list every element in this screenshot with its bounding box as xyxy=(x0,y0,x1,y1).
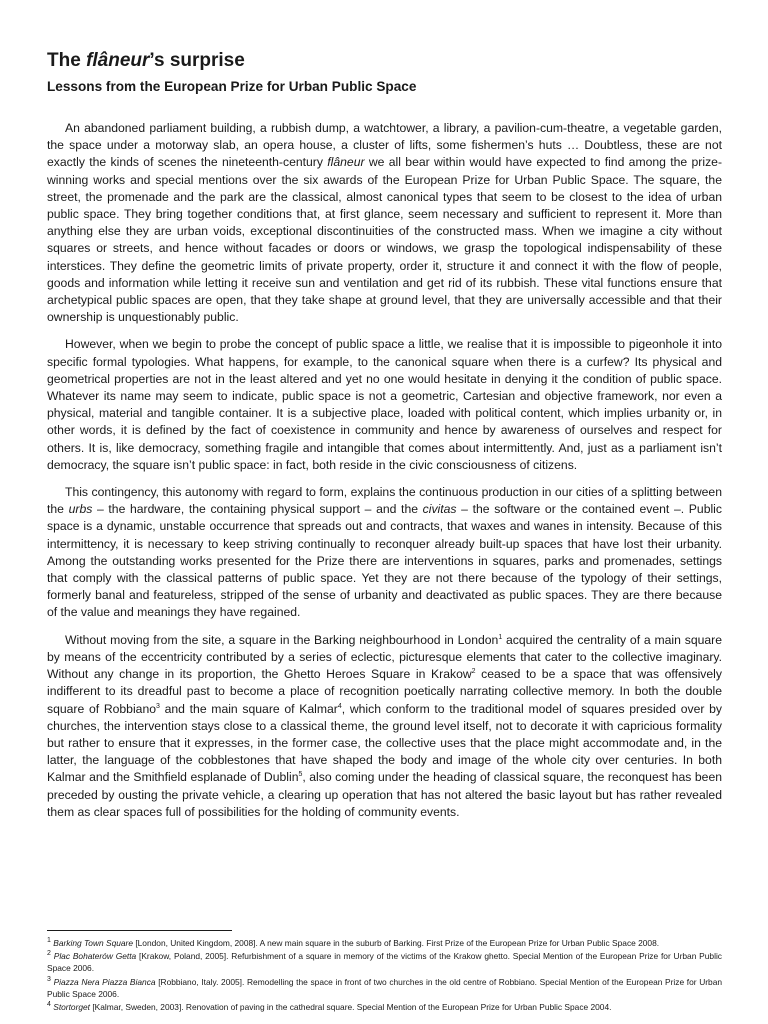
text-run: – the software or the contained event –. Public space is a dynamic, unstable occurrence that spreads out and contracts, that waxes and wanes in intensity. Because of this intermittency, it is necessary to keep striving continually to reconquer already built-up spaces that have lost their urbanity. Among the outstanding works presented for the Prize there are interventions in squares, parks and promenades, settings that comply with the classical patterns of public space. Yet they are not there because of the typology of their settings, formerly banal and featureless, stripped of the sense of urbanity and deactivated as public spaces. They are there because of the value and meanings they have regained. xyxy=(47,502,722,620)
footnote-number: 1 xyxy=(47,937,51,945)
text-run: we all bear within would have expected to find among the prize-winning works and special mentions over the six awards of the European Prize for Urban Public Space. The square, the street, the promenade and the park are the classical, almost canonical types that seem to be closest to the idea of urban public space. They bring together conditions that, at first glance, seem necessary and sufficient to represent it. More than anything else they are urban voids, exceptional discontinuities of the constructed mass. When we imagine a city without squares or streets, and hence without facades or doors or windows, we grasp the topological indispensability of these interstices. They define the geometric limits of private property, order it, structure it and connect it with the flow of people, goods and information while letting it receive sun and ventilation and get rid of its rubbish. These vital functions ensure that archetypical public spaces are open, that they take shape at ground level, that they are universally accessible and that their ownership is unquestionably public. xyxy=(47,155,722,325)
footnote-text: [London, United Kingdom, 2008]. A new main square in the suburb of Barking. First Prize of the European Prize for Urban Public Space 2008. xyxy=(133,938,660,948)
footnote-project-name: Stortorget xyxy=(53,1002,91,1013)
italic-term: urbs xyxy=(68,502,93,517)
italic-term: civitas xyxy=(422,502,457,517)
text-run: , also coming under the heading of classical square, the reconquest has been preceded by ousting the private vehicle, a clearing up operation that has not altered the basic layout but has rather revealed them as clear spaces full of possibilities for the holding of community events. xyxy=(47,770,722,819)
footnote-separator xyxy=(47,930,232,931)
page-subtitle: Lessons from the European Prize for Urban Public Space xyxy=(47,79,417,94)
paragraph xyxy=(47,632,722,821)
paragraph xyxy=(47,484,722,622)
text-run: However, when we begin to probe the concept of public space a little, we realise that it is impossible to pigeonhole it into specific formal typologies. What happens, for example, to the canonical square when there is a curfew? Its physical and geometrical properties are not in the least altered and yet no one would hesitate in denying it the condition of public space. Whatever its name may seem to indicate, public space is not a geometric, Cartesian and objective framework, nor even a physical, material and tangible container. It is a subjective place, loaded with political content, which implies urbanity or, in other words, it is defined by the fact of coexistence in community and hence by awareness of ourselves and respect for others. It is, like democracy, something fragile and intangible that comes about intermittently. And, just as a parliament isn’t democracy, the square isn’t public space: in fact, both reside in the civic consciousness of citizens. xyxy=(47,337,722,472)
footnote xyxy=(47,976,722,1000)
title-italic-word: flâneur xyxy=(86,50,150,71)
text-run: This contingency, this autonomy with regard to form, explains the continuous production in our cities of a splitting between the xyxy=(47,485,722,517)
article-body xyxy=(47,120,722,821)
footnote-project-name: Barking Town Square xyxy=(53,938,133,948)
footnotes xyxy=(47,937,722,1014)
document-page xyxy=(47,50,722,831)
text-run: Without moving from the site, a square in the Barking neighbourhood in London xyxy=(65,632,499,647)
footnote-number: 2 xyxy=(47,950,51,958)
footnote-project-name: Piazza Nera Piazza Bianca xyxy=(53,976,156,987)
paragraph xyxy=(47,336,722,474)
footnote-ref: 3 xyxy=(156,702,160,710)
footnote-ref: 2 xyxy=(471,668,476,676)
footnote-number: 3 xyxy=(47,975,51,983)
footnote-ref: 4 xyxy=(337,702,342,710)
footnote xyxy=(47,1001,722,1013)
footnote-project-name: Plac Bohaterów Getta xyxy=(53,951,137,962)
paragraph xyxy=(47,120,722,326)
text-run: ceased to be a space that was offensively indifferent to its dreadful past to become a place of recognition poetically narrating collective memory. In both the double square of Robbiano xyxy=(47,667,722,716)
footnote xyxy=(47,950,722,974)
text-run: and the main square of Kalmar xyxy=(159,701,338,716)
footnote-number: 4 xyxy=(47,1001,51,1009)
text-run: , which conform to the traditional model of squares presided over by churches, the intervention stays close to a classical theme, the ground level itself, not to decorate it with capricious formality but rather to ensure that it expresses, in the former case, the collective uses that the place might accommodate and, in the latter, the language of the cobblestones that have shaped the body and image of the whole city over centuries. In both Kalmar and the Smithfield esplanade of Dublin xyxy=(47,701,722,785)
italic-term: flâneur xyxy=(327,155,365,170)
footnote-text: [Krakow, Poland, 2005]. Refurbishment of a square in memory of the victims of the Krakow ghetto. Special Mention of the European Prize for Urban Public Space 2006. xyxy=(47,951,722,974)
footnote-ref: 5 xyxy=(298,771,303,779)
footnote xyxy=(47,937,722,949)
text-run: acquired the centrality of a main square by means of the eccentricity contributed by a series of eclectic, picturesque elements that cater to the collective imaginary. Without any change in its proportion, the Ghetto Heroes Square in Krakow xyxy=(47,632,722,682)
footnote-text: [Robbiano, Italy. 2005]. Remodelling the space in front of two churches in the old centre of Robbiano. Special Mention of the European Prize for Urban Public Space 2006. xyxy=(47,976,723,999)
page-title: The flâneur’s surprise xyxy=(47,50,245,71)
footnote-ref: 1 xyxy=(498,633,503,641)
text-run: – the hardware, the containing physical support – and the xyxy=(92,502,423,517)
text-run: An abandoned parliament building, a rubbish dump, a watchtower, a library, a pavilion-cum-theatre, a vegetable garden, the space under a motorway slab, an opera house, a cluster of lifts, some fishermen’s huts … Doubtless, these are not exactly the kinds of scenes the nineteenth-century xyxy=(47,121,722,170)
footnote-text: [Kalmar, Sweden, 2003]. Renovation of paving in the cathedral square. Special Mention of the European Prize for Urban Public Space 2004. xyxy=(90,1002,612,1013)
